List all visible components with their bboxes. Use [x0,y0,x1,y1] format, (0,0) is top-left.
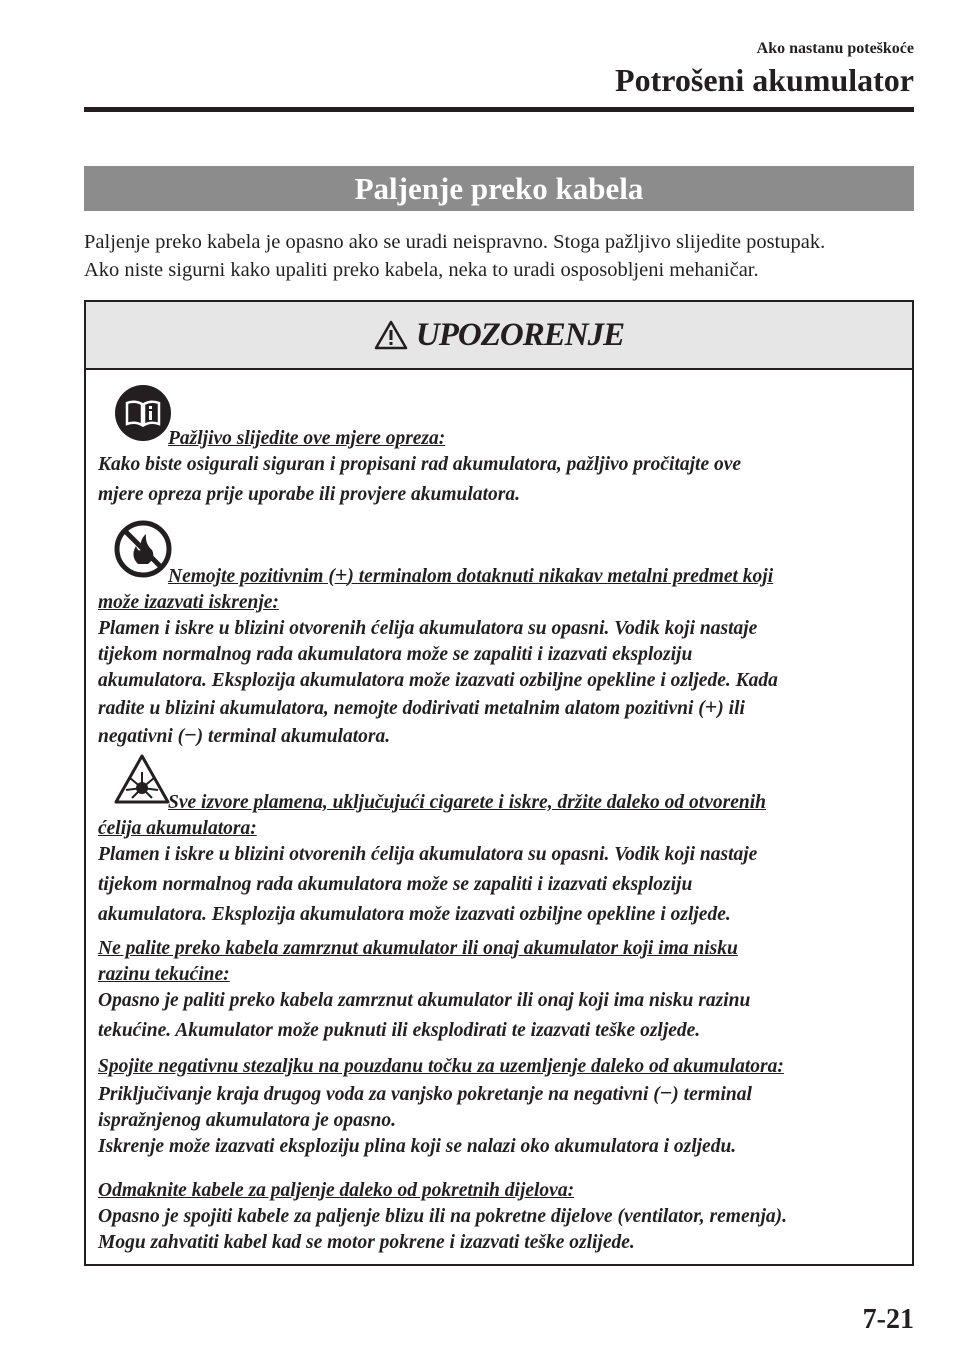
minus-symbol: − [184,722,197,747]
intro-paragraph [84,228,924,284]
heading-part: ) terminalom dotaknuti nikakav metalni predmet koji [347,566,774,587]
warning-heading: Ne palite preko kabela zamrznut akumulator ili onaj akumulator koji ima nisku [98,938,738,959]
warning-text: tijekom normalnog rada akumulatora može se zapaliti i izazvati eksploziju [98,874,693,895]
warning-heading: Odmaknite kabele za paljenje daleko od pokretnih dijelova: [98,1180,575,1201]
warning-heading: razinu tekućine: [98,964,230,985]
warning-text: mjere opreza prije uporabe ili provjere akumulatora. [98,484,520,505]
warning-text: Iskrenje može izazvati eksploziju plina koji se nalazi oko akumulatora i ozljedu. [98,1136,737,1157]
warning-triangle-icon [374,320,408,350]
warning-text: ispražnjenog akumulatora je opasno. [98,1110,396,1131]
warning-heading [98,562,900,590]
text-part: Priključivanje kraja drugog voda za vanjsko pokretanje na negativni ( [98,1084,660,1105]
warning-header [86,302,912,370]
text-part: ) ili [717,698,745,719]
warning-text [98,694,900,722]
section-heading: Paljenje preko kabela [84,166,914,211]
chapter-title: Ako nastanu poteškoće [756,40,914,57]
warning-block-frozen [98,936,900,1044]
warning-text: Plamen i iskre u blizini otvorenih ćelija akumulatora su opasni. Vodik koji nastaje [98,844,758,865]
warning-text: akumulatora. Eksplozija akumulatora može izazvati ozbiljne opekline i ozljede. Kada [98,670,778,691]
warning-text: tekućine. Akumulator može puknuti ili eksplodirati te izazvati teške ozljede. [98,1020,701,1041]
warning-heading: Pažljivo slijedite ove mjere opreza: [168,428,446,449]
warning-title: UPOZORENJE [415,316,625,353]
header-divider [84,107,914,112]
minus-symbol: − [659,1080,673,1105]
plus-symbol: + [334,562,348,587]
warning-text: tijekom normalnog rada akumulatora može se zapaliti i izazvati eksploziju [98,644,693,665]
warning-text [98,1080,900,1108]
warning-block-ground [98,1054,900,1160]
warning-heading: ćelija akumulatora: [98,818,257,839]
text-part: radite u blizini akumulatora, nemojte dodirivati metalnim alatom pozitivni ( [98,698,705,719]
page-title: Potrošeni akumulator [615,62,914,98]
warning-heading: može izazvati iskrenje: [98,592,279,613]
warning-text: Opasno je paliti preko kabela zamrznut akumulator ili onaj koji ima nisku razinu [98,990,751,1011]
warning-text: akumulatora. Eksplozija akumulatora može izazvati ozbiljne opekline i ozljede. [98,904,731,925]
warning-text [98,722,900,750]
warning-text: Opasno je spojiti kabele za paljenje blizu ili na pokretne dijelove (ventilator, remenja). [98,1206,787,1227]
intro-line: Paljenje preko kabela je opasno ako se uradi neispravno. Stoga pažljivo slijedite postupak. [84,231,826,253]
text-part: negativni ( [98,726,185,747]
warning-text: Plamen i iskre u blizini otvorenih ćelija akumulatora su opasni. Vodik koji nastaje [98,618,758,639]
warning-heading: Spojite negativnu stezaljku na pouzdanu točku za uzemljenje daleko od akumulatora: [98,1056,784,1077]
page-number: 7-21 [862,1304,914,1335]
intro-line: Ako niste sigurni kako upaliti preko kabela, neka to uradi osposobljeni mehaničar. [84,259,759,281]
warning-box [84,300,914,1266]
warning-heading: Sve izvore plamena, uključujući cigarete i iskre, držite daleko od otvorenih [168,792,766,813]
plus-symbol: + [704,694,718,719]
text-part: ) terminal akumulatora. [196,726,391,747]
text-part: ) terminal [672,1084,752,1105]
warning-block-moving-parts [98,1178,900,1256]
heading-part: Nemojte pozitivnim ( [168,566,335,587]
warning-text: Mogu zahvatiti kabel kad se motor pokrene i izazvati teške ozlijede. [98,1232,635,1253]
warning-text: Kako biste osigurali siguran i propisani rad akumulatora, pažljivo pročitajte ove [98,454,742,475]
